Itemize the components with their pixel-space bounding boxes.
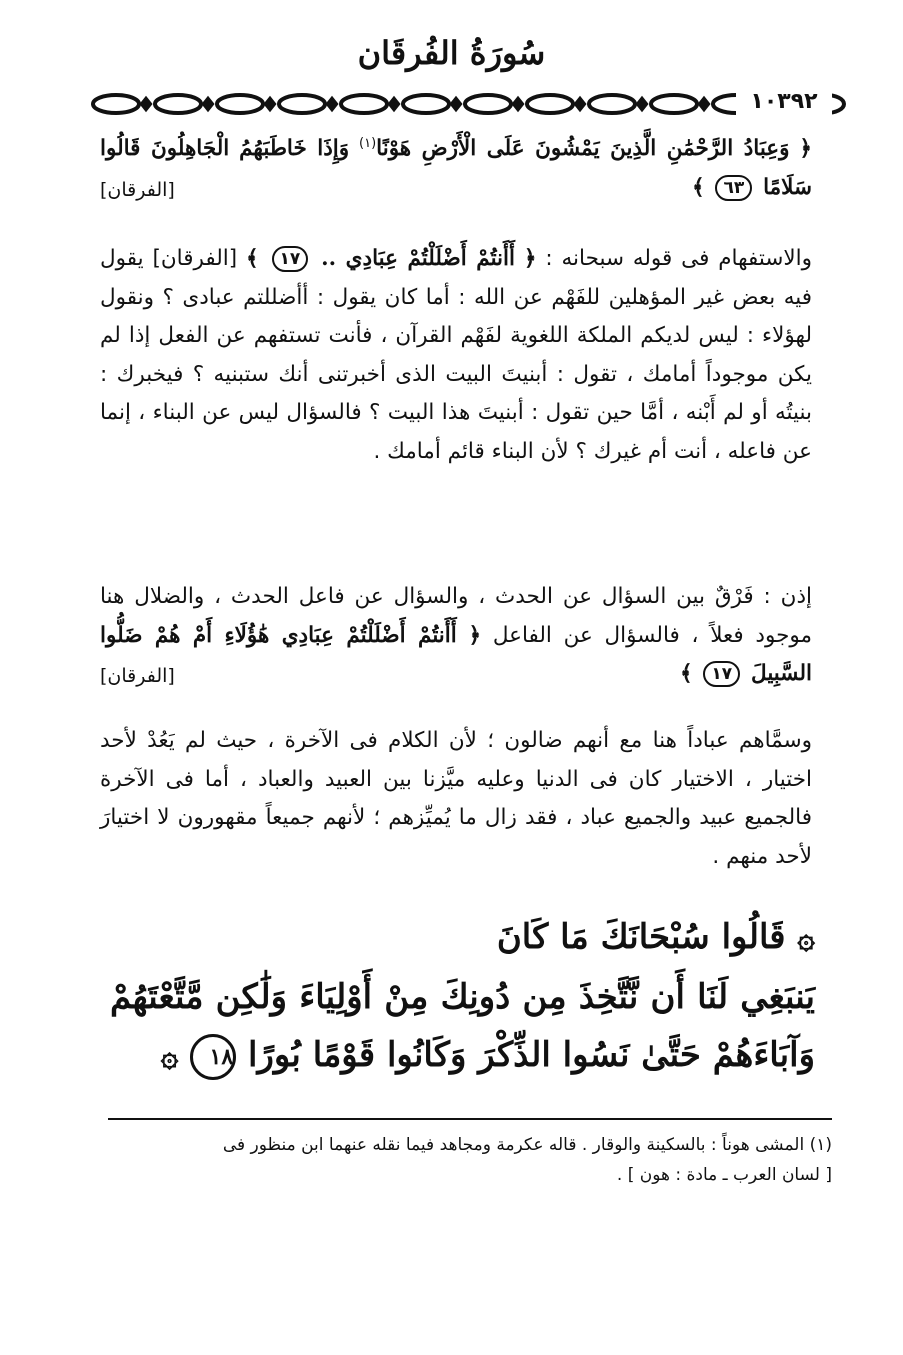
paragraph-text: وسمَّاهم عباداً هنا مع أنهم ضالون ؛ لأن الكلام فى الآخرة ، حيث لم يَعُدْ لأحد اختيار ، الاختيار كان فى الدنيا وعليه ميَّزنا بين العبيد والعباد ، أما فى الآخرة فالجميع عبيد والجميع عباد ، فقد زال ما يُميِّزهم ؛ لأنهم جميعاً مقهورون لا اختيارَ لأحد منهم . [100, 728, 812, 869]
ayah-number: ٦٣ [715, 175, 752, 201]
footnote-divider [108, 1118, 832, 1120]
footnote-line-2: [ لسان العرب ـ مادة : هون ] . [616, 1165, 832, 1185]
verse-close-brace: ﴾ [692, 174, 705, 200]
quran-line-3: وَآبَاءَهُمْ حَتَّىٰ نَسُوا الذِّكْرَ وَكَانُوا قَوْمًا بُورًا [248, 1035, 815, 1075]
quran-line-2: يَنبَغِي لَنَا أَن نَّتَّخِذَ مِن دُونِكَ مِنْ أَوْلِيَاءَ وَلَٰكِن مَّتَّعْتَهُمْ [110, 977, 815, 1017]
verse-open-brace: ﴿ [523, 246, 537, 271]
border-link [217, 95, 263, 113]
border-diamond [328, 99, 336, 109]
page-number: ١٠٣٩٢ [736, 86, 832, 118]
border-link [403, 95, 449, 113]
decorative-border [88, 90, 848, 118]
verse-open-brace: ﴿ [799, 136, 812, 161]
surah-reference: [الفرقان] [100, 665, 175, 687]
border-diamond [514, 99, 522, 109]
verse-paragraph-1 [100, 130, 812, 209]
verse-text-line2: الْجَاهِلُونَ قَالُوا سَلَامًا [100, 136, 812, 200]
verse-open-brace: ﴿ [468, 622, 482, 648]
verse-text: أَأَنتُمْ أَضْلَلْتُمْ عِبَادِي .. [321, 246, 515, 271]
verse-text-cont: وَإِذَا خَاطَبَهُمُ [239, 136, 350, 161]
ayah-number: ١٧ [703, 661, 740, 687]
border-diamond [638, 99, 646, 109]
quran-verse-block [110, 908, 815, 1086]
verse-text: وَعِبَادُ الرَّحْمَٰنِ الَّذِينَ يَمْشُونَ عَلَى الْأَرْضِ هَوْنًا [376, 136, 790, 161]
surah-reference: [الفرقان] [100, 178, 175, 201]
paragraph-2 [100, 240, 812, 471]
verse-close-brace: ﴾ [246, 246, 259, 271]
border-link [341, 95, 387, 113]
border-diamond [452, 99, 460, 109]
border-link [279, 95, 325, 113]
ayah-number: ١٧ [272, 246, 309, 272]
verse-close-brace: ﴾ [679, 661, 693, 686]
footnote-marker: (١) [359, 135, 377, 151]
ornament-close-icon: ۞ [160, 1039, 179, 1074]
border-diamond [700, 99, 708, 109]
border-diamond [266, 99, 274, 109]
paragraph-text: [الفرقان] يقول فيه بعض غير المؤهلين للفَهْم عن الله : أما كان يقول : أأضللتم عبادى ؟ ونقول لهؤلاء : ليس لديكم الملكة اللغوية لفَهْم القرآن ، فأنت تستفهم عن الفعل إذا لم يكن موجوداً أمامك ، تقول : أبنيتَ البيت الذى أخبرتنى أنك ستبنيه ؟ فيخبرك : بنيتُه أو لم أَبْنه ، أمَّا حين تقول : أبنيتَ هذا البيت ؟ فالسؤال ليس عن البناء ، إنما عن فاعله ، أنت أم غيرك ؟ لأن البناء قائم أمامك . [100, 246, 812, 464]
ayah-number-circle: ١٨ [190, 1034, 236, 1080]
border-diamond [142, 99, 150, 109]
ornament-open-icon: ۞ [797, 921, 815, 956]
paragraph-4 [100, 722, 812, 876]
footnote [108, 1130, 832, 1190]
border-link [651, 95, 697, 113]
surah-title: سُورَةُ الفُرقَان [357, 34, 546, 72]
border-link [93, 95, 139, 113]
paragraph-3 [100, 578, 812, 696]
border-link [155, 95, 201, 113]
paragraph-intro: والاستفهام فى قوله سبحانه : [545, 246, 813, 271]
border-diamond [204, 99, 212, 109]
footnote-line-1: (١) المشى هوناً : بالسكينة والوقار . قاله عكرمة ومجاهد فيما نقله عنهما ابن منظور فى [222, 1135, 832, 1155]
quran-line-1: قَالُوا سُبْحَانَكَ مَا كَانَ [496, 917, 786, 957]
border-link [465, 95, 511, 113]
verse-text: أَأَنتُمْ أَضْلَلْتُمْ عِبَادِي هَٰؤُلَاءِ أَمْ هُمْ ضَلُّوا السَّبِيلَ [100, 622, 812, 686]
paragraph-text: إذن : فَرْقٌ بين السؤال عن الحدث ، والسؤال عن فاعل الحدث ، والضلال هنا موجود فعلاً ، فالسؤال عن الفاعل [100, 584, 813, 648]
border-link [589, 95, 635, 113]
border-diamond [390, 99, 398, 109]
border-diamond [576, 99, 584, 109]
border-link [527, 95, 573, 113]
